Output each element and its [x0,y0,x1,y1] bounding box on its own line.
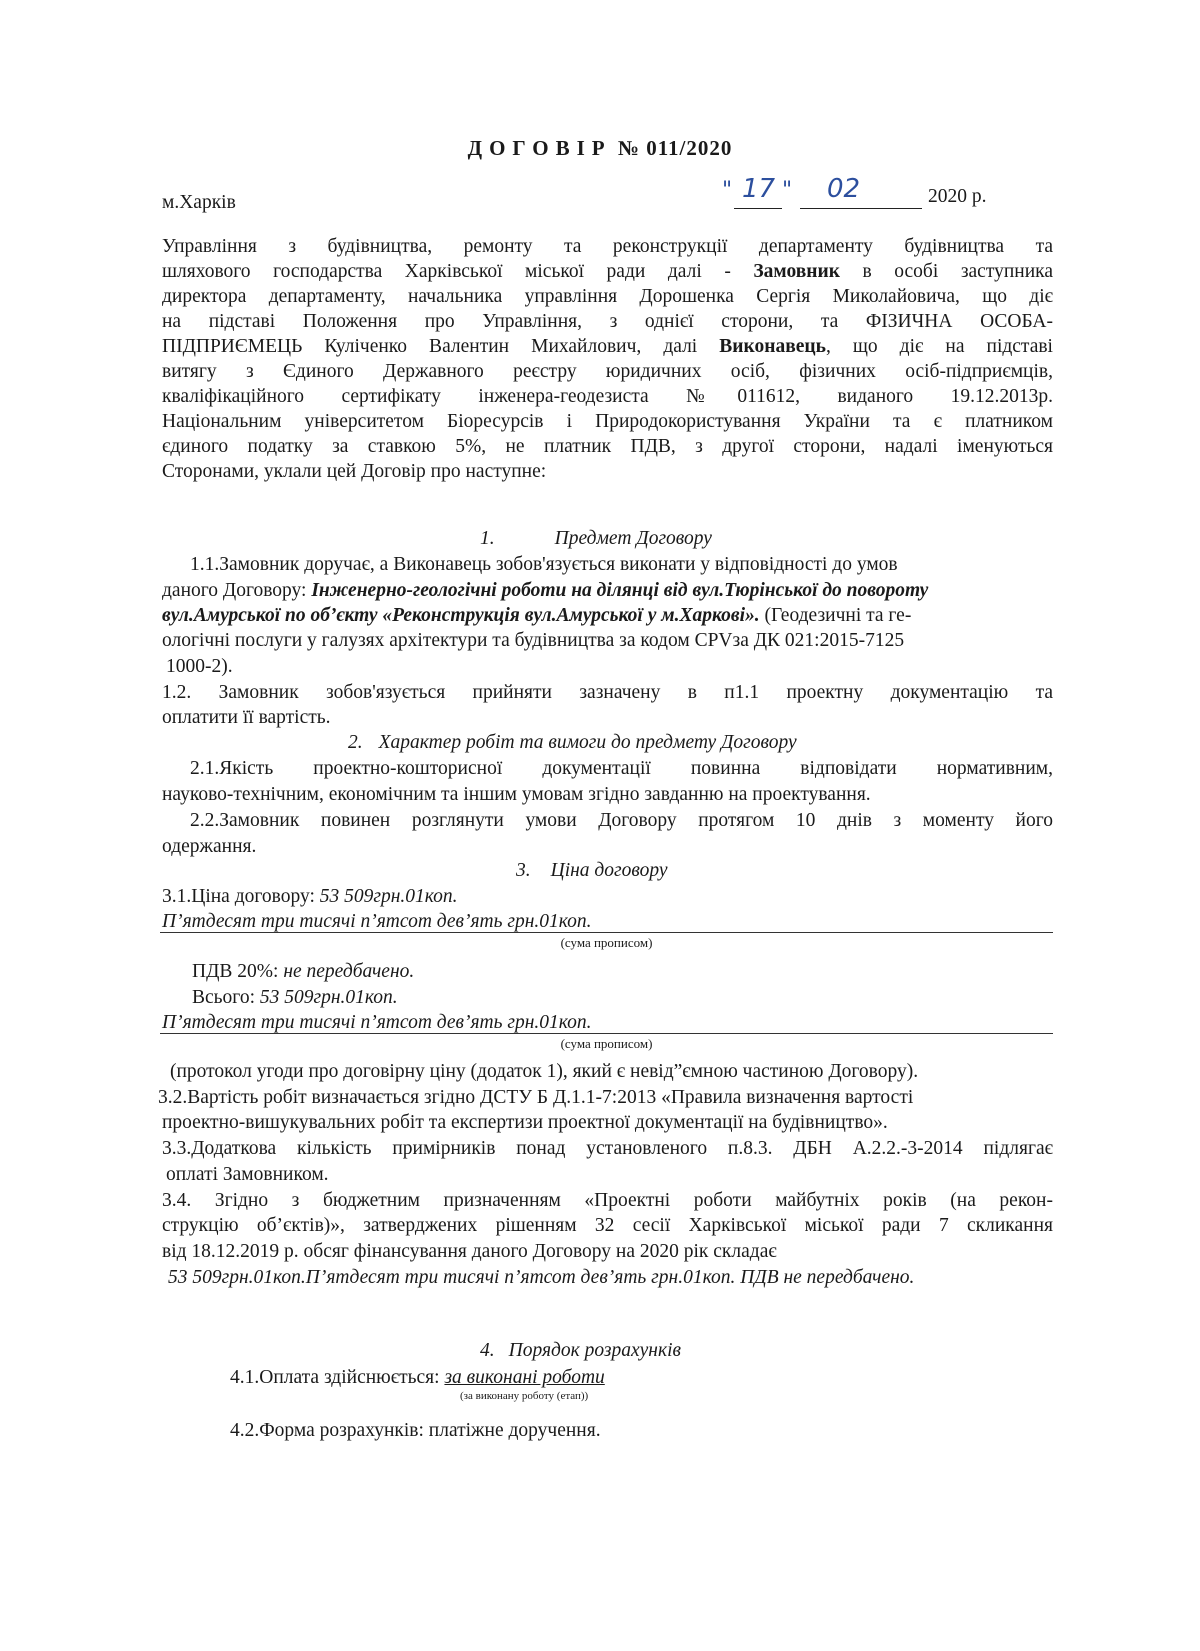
clause-3-3-line-1: 3.3.Додаткова кількість примірників понад установленого п.8.3. ДБН А.2.2.-3-2014 підлягає [162,1138,1053,1159]
date-field: " 17 " 02 2020 р. [722,174,987,207]
clause-3-4-line-1: 3.4. Згідно з бюджетним призначенням «Проектні роботи майбутніх років (на рекон- [162,1190,1053,1211]
clause-2-1-line-2: науково-технічним, економічним та іншим умовам згідно завданню на проектування. [162,784,871,805]
date-year: 2020 р. [928,186,987,207]
document-title [0,136,1200,161]
clause-2-2-line-1: 2.2.Замовник повинен розглянути умови Договору протягом 10 днів з моменту його [190,810,1053,831]
clause-4-2: 4.2.Форма розрахунків: платіжне доручення. [230,1420,601,1441]
clause-1-1-line-1: 1.1.Замовник доручає, а Виконавець зобов'язується виконати у відповідності до умов [190,554,898,575]
clause-3-2-line-2: проектно-вишукувальних робіт та експертизи проектної документації на будівництво». [162,1112,888,1133]
clause-2-1-line-1: 2.1.Якість проектно-кошторисної документації повинна відповідати нормативним, [190,758,1053,779]
price-words-caption: (сума прописом) [560,935,653,950]
title-number: № 011/2020 [617,136,733,160]
clause-1-1-line-4: ологічні послуги у галузях архітектури та будівництва за кодом CPVза ДК 021:2015-7125 [162,630,905,651]
clause-2-2-line-2: одержання. [162,836,257,857]
clause-1-1-line-5: 1000-2). [166,656,233,677]
protocol-note: (протокол угоди про договірну ціну (додаток 1), який є невід”ємною частиною Договору). [170,1061,919,1082]
date-month: 02 [827,174,861,204]
section-4-heading: 4. Порядок розрахунків [480,1340,681,1361]
price-value: 53 509грн.01коп. [319,886,458,907]
clause-1-2-line-2: оплатити її вартість. [162,707,331,728]
total-words-rule [160,1033,1053,1034]
date-day: 17 [742,174,776,204]
price-in-words: П’ятдесят три тисячі п’ятсот дев’ять грн.01коп. [162,911,592,932]
section-3-heading: 3. Ціна договору [516,860,668,881]
clause-1-2-line-1: 1.2. Замовник зобов'язується прийняти зазначену в п1.1 проектну документацію та [162,682,1053,703]
total-in-words: П’ятдесят три тисячі п’ятсот дев’ять грн.01коп. [162,1012,592,1033]
payment-term-caption: (за виконану роботу (етап)) [460,1390,589,1402]
payment-term: за виконані роботи [444,1367,605,1388]
price-line: 3.1.Ціна договору: 53 509грн.01коп. [162,886,458,907]
clause-3-4-line-2: струкцію об’єктів)», затверджених рішенням 32 сесії Харківської міської ради 7 скликання [162,1215,1053,1236]
city: м.Харків [162,192,236,213]
title-word: ДОГОВІР [467,136,612,160]
preamble: Управління з будівництва, ремонту та реконструкції департаменту будівництва та шляхового господарства Харківської міської ради далі - Замовник в особі заступника директора департаменту, начальника управління Дорошенка Сергія Миколайовича, що діє на підставі Положення про Управління, з однієї сторони, та ФІЗИЧНА ОСОБА- ПІДПРИЄМЕЦЬ Куліченко Валентин Михайлович, далі Виконавець, що діє на підставі витягу з Єдиного Державного реєстру юридичних осіб, фізичних осіб-підприємців, кваліфікаційного сертифікату інженера-геодезиста №011612, виданого 19.12.2013р. Національним університетом Біоресурсів і Природокористування України та є платником єдиного податку за ставкою 5%, не платник ПДВ, з другої сторони, надалі іменуються Сторонами, уклали цей Договір про наступне: [162,236,1053,482]
clause-1-1-line-3: вул.Амурської по об’єкту «Реконструкція вул.Амурської у м.Харкові». (Геодезичні та ге- [162,605,912,626]
section-1-heading: 1. Предмет Договору [480,528,712,549]
price-words-rule [160,932,1053,933]
party-customer: Замовник [753,261,840,282]
clause-3-3-line-2: оплаті Замовником. [166,1164,329,1185]
section-2-heading: 2. Характер робіт та вимоги до предмету Договору [348,732,797,753]
party-contractor: Виконавець [719,336,826,357]
clause-4-1: 4.1.Оплата здійснюється: за виконані роботи [230,1367,605,1388]
total-line: Всього: 53 509грн.01коп. [192,987,398,1008]
vat-line: ПДВ 20%: не передбачено. [192,961,415,982]
clause-3-2-line-1: 3.2.Вартість робіт визначається згідно ДСТУ Б Д.1.1-7:2013 «Правила визначення вартості [158,1087,914,1108]
total-words-caption: (сума прописом) [560,1036,653,1051]
clause-3-4-amount: 53 509грн.01коп.П’ятдесят три тисячі п’ятсот дев’ять грн.01коп. ПДВ не передбачено. [168,1267,915,1288]
clause-3-4-line-3: від 18.12.2019 р. обсяг фінансування даного Договору на 2020 рік складає [162,1241,777,1262]
clause-1-1-line-2: даного Договору: Інженерно-геологічні роботи на ділянці від вул.Тюрінської до повороту [162,580,929,601]
